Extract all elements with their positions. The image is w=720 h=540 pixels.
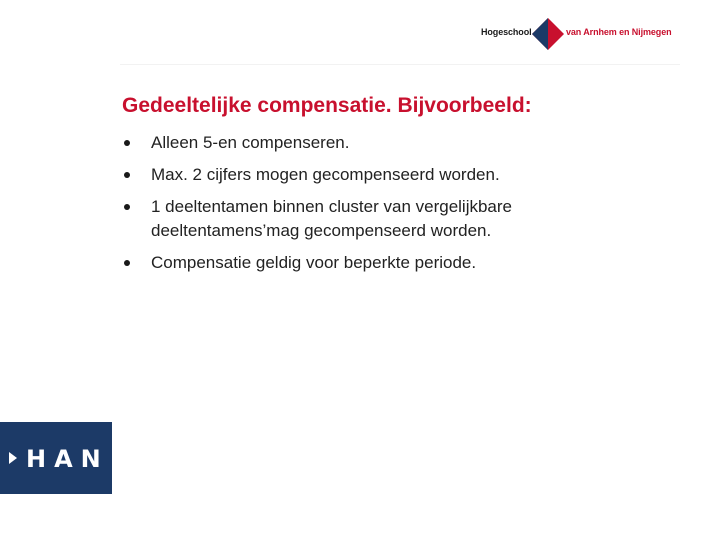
bullet-list (122, 131, 642, 283)
bullet-dot-icon (124, 172, 130, 178)
logo-text-arnhem-nijmegen: van Arnhem en Nijmegen (566, 27, 672, 37)
header-logo (478, 14, 674, 54)
bullet-text: 1 deeltentamen binnen cluster van vergelijkbare deeltentamens’mag gecompenseerd worden. (151, 197, 513, 240)
bullet-item (122, 131, 642, 155)
bullet-dot-icon (124, 260, 130, 266)
bullet-item (122, 251, 642, 275)
bullet-dot-icon (124, 204, 130, 210)
han-logo-text: HAN (26, 445, 109, 473)
bullet-dot-icon (124, 140, 130, 146)
header-divider (120, 64, 680, 65)
bullet-text: Compensatie geldig voor beperkte periode. (151, 253, 477, 272)
slide-title: Gedeeltelijke compensatie. Bijvoorbeeld: (122, 94, 532, 117)
play-arrow-icon (9, 452, 17, 464)
bullet-text: Max. 2 cijfers mogen gecompenseerd worden. (151, 165, 500, 184)
bullet-item (122, 163, 642, 187)
bullet-item (122, 195, 642, 243)
diamond-logo-icon (531, 17, 565, 51)
bullet-text: Alleen 5-en compenseren. (151, 133, 350, 152)
han-logo (0, 422, 112, 494)
logo-text-hogeschool: Hogeschool (481, 27, 532, 37)
